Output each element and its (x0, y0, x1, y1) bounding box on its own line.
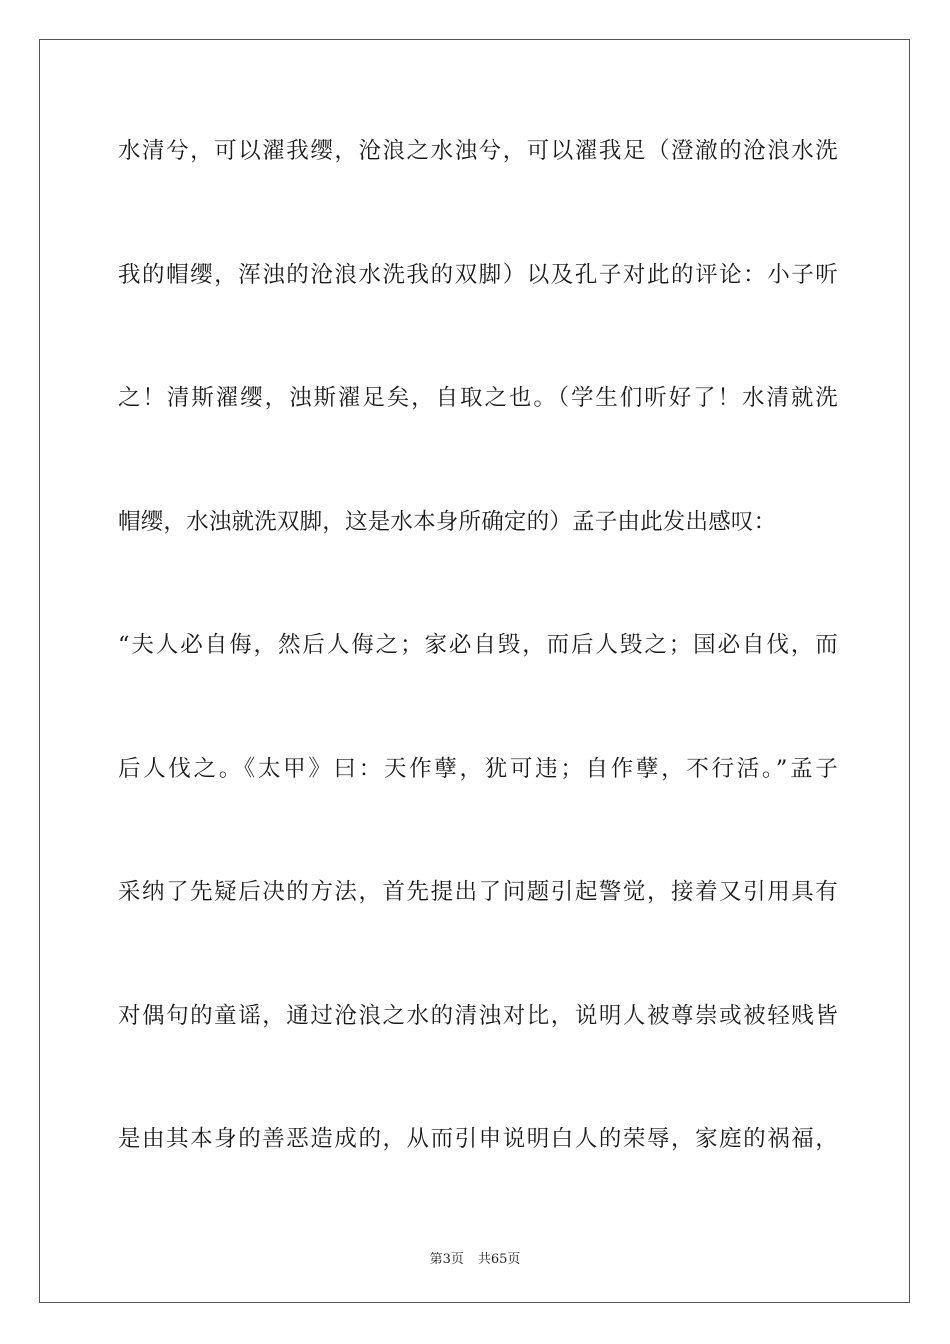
text-line: “夫人必自侮，然后人侮之；家必自毁，而后人毁之；国必自伐，而 (118, 632, 838, 658)
text-line: 采纳了先疑后决的方法，首先提出了问题引起警觉，接着又引用具有 (118, 879, 838, 905)
text-line: 水清兮，可以濯我缨，沧浪之水浊兮，可以濯我足（澄澈的沧浪水洗 (118, 138, 838, 164)
page-footer (0, 1248, 950, 1267)
page-total: 共65页 (477, 1252, 521, 1267)
text-line: 后人伐之。《太甲》曰：天作孽，犹可违；自作孽，不行活。”孟子 (118, 755, 838, 782)
page-number: 第3页 (429, 1252, 464, 1267)
text-line: 之！清斯濯缨，浊斯濯足矣，自取之也。（学生们听好了！水清就洗 (118, 385, 838, 411)
text-line: 对偶句的童谣，通过沧浪之水的清浊对比，说明人被尊崇或被轻贱皆 (118, 1002, 838, 1029)
document-body (118, 128, 838, 1240)
text-line: 我的帽缨，浑浊的沧浪水洗我的双脚）以及孔子对此的评论：小子听 (118, 261, 838, 288)
text-line: 帽缨，水浊就洗双脚，这是水本身所确定的）孟子由此发出感叹： (118, 508, 777, 535)
text-line: 是由其本身的善恶造成的，从而引申说明白人的荣辱，家庭的祸福， (118, 1126, 838, 1152)
